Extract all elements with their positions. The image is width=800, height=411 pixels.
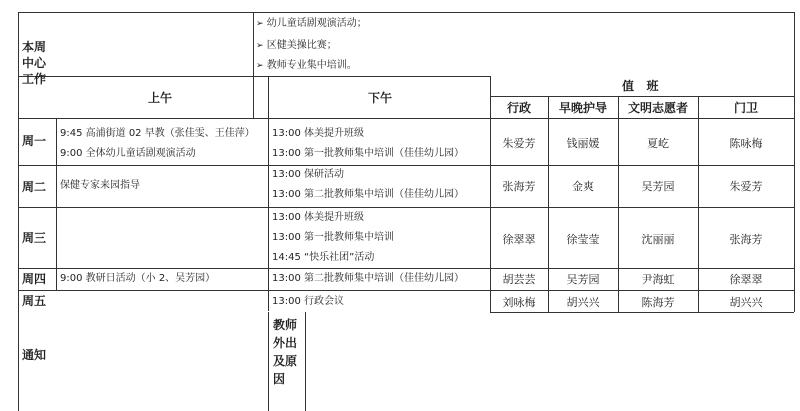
duty-guard: 徐翠翠	[729, 273, 763, 286]
afternoon-item: 13:00 保研活动	[272, 169, 344, 180]
header-morning: 上午	[148, 91, 173, 105]
day-label: 周一	[22, 134, 47, 148]
center-work-item-3: ➢ 教师专业集中培训。	[256, 60, 357, 71]
morning-item: 9:00 教研日活动（小 2、吴芳园）	[60, 273, 216, 284]
arrow-bullet-icon: ➢	[256, 41, 264, 51]
teacher-out-label-3: 及原	[273, 354, 298, 368]
center-work-label-3: 工作	[22, 72, 47, 86]
duty-guard: 陈咏梅	[729, 137, 763, 150]
duty-admin: 张海芳	[502, 180, 536, 193]
center-work-label-2: 中心	[22, 56, 47, 70]
duty-admin: 徐翠翠	[502, 233, 536, 246]
duty-volunteer: 陈海芳	[641, 296, 675, 309]
duty-admin: 朱爱芳	[502, 137, 536, 150]
duty-guide: 胡兴兴	[566, 296, 600, 309]
duty-volunteer: 尹海虹	[641, 273, 675, 286]
duty-guide: 金爽	[572, 180, 594, 193]
center-work-label-1: 本周	[22, 40, 47, 54]
teacher-out-label-1: 教师	[273, 318, 298, 332]
afternoon-item: 14:45 “快乐社团”活动	[272, 252, 375, 263]
morning-item: 9:45 高浦街道 02 早教（张佳雯、王佳萍）	[60, 128, 255, 139]
afternoon-item: 13:00 体美提升班级	[272, 128, 364, 139]
duty-volunteer: 吴芳园	[641, 180, 675, 193]
morning-item: 9:00 全体幼儿童话剧观演活动	[60, 148, 196, 159]
teacher-out-label-2: 外出	[273, 336, 298, 350]
duty-col-guard: 门卫	[733, 101, 758, 115]
afternoon-item: 13:00 第二批教师集中培训（佳佳幼儿园）	[272, 273, 464, 284]
notice-label: 通知	[22, 348, 47, 362]
arrow-bullet-icon: ➢	[256, 61, 264, 71]
afternoon-item: 13:00 行政会议	[272, 296, 344, 307]
duty-guard: 朱爱芳	[729, 180, 763, 193]
day-label: 周四	[22, 272, 47, 286]
day-label: 周二	[22, 180, 47, 194]
morning-item: 保健专家来园指导	[60, 180, 140, 191]
header-afternoon: 下午	[368, 91, 393, 105]
teacher-out-label-4: 因	[273, 372, 286, 386]
afternoon-item: 13:00 第二批教师集中培训（佳佳幼儿园）	[272, 189, 464, 200]
day-label: 周三	[22, 231, 47, 245]
center-work-item-2: ➢ 区健美操比赛；	[256, 40, 337, 51]
afternoon-item: 13:00 第一批教师集中培训	[272, 232, 394, 243]
arrow-bullet-icon: ➢	[256, 19, 264, 29]
duty-admin: 胡芸芸	[502, 273, 536, 286]
afternoon-item: 13:00 体美提升班级	[272, 212, 364, 223]
duty-guide: 徐莹莹	[566, 233, 600, 246]
duty-col-guide: 早晚护导	[558, 101, 607, 115]
center-work-item-1: ➢ 幼儿童话剧观演活动；	[256, 18, 367, 29]
duty-admin: 刘咏梅	[502, 296, 536, 309]
duty-col-admin: 行政	[506, 101, 531, 115]
duty-volunteer: 沈丽丽	[641, 233, 675, 246]
duty-guide: 钱丽媛	[566, 137, 600, 150]
duty-guard: 张海芳	[729, 233, 763, 246]
duty-guard: 胡兴兴	[729, 296, 763, 309]
day-label: 周五	[22, 294, 47, 308]
header-duty: 值 班	[622, 79, 659, 93]
duty-col-volunteer: 文明志愿者	[627, 101, 688, 115]
afternoon-item: 13:00 第一批教师集中培训（佳佳幼儿园）	[272, 148, 464, 159]
duty-guide: 吴芳园	[566, 273, 600, 286]
duty-volunteer: 夏屹	[647, 137, 669, 150]
